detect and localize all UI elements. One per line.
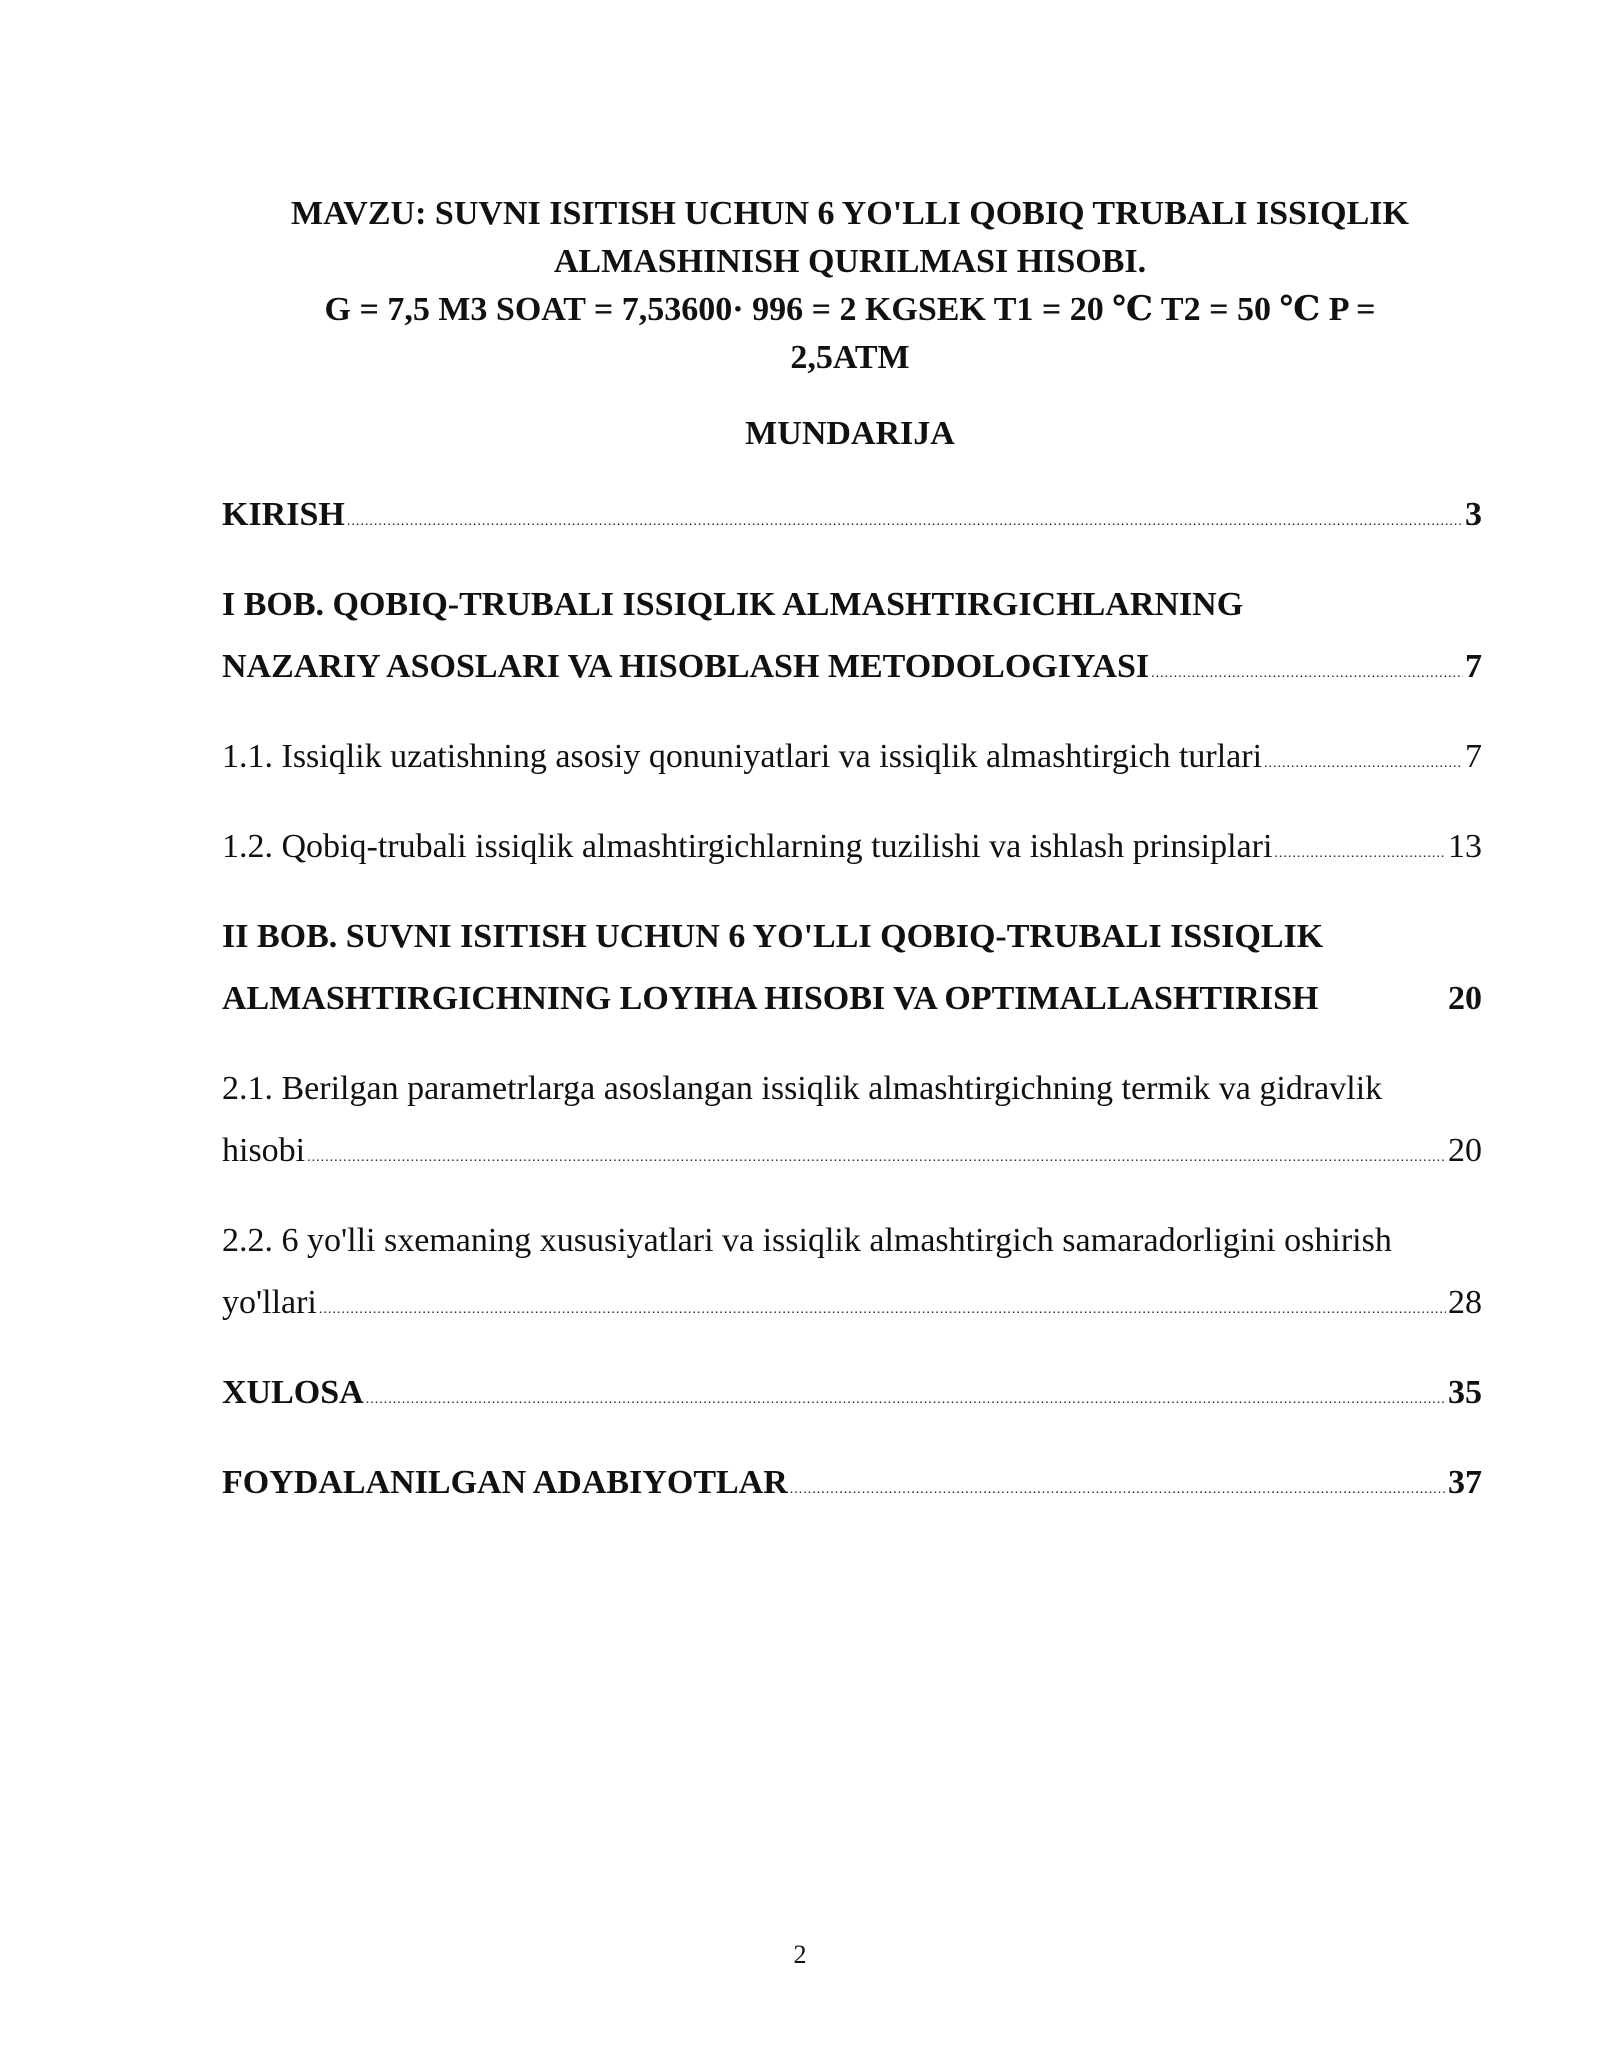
toc-page-number: 28 [1448,1284,1482,1321]
toc-entry-xulosa[interactable] [222,1362,1482,1424]
toc-leader-dots [790,1483,1446,1497]
toc-entry-text: NAZARIY ASOSLARI VA HISOBLASH METODOLOGIYASI [222,648,1150,685]
toc-page-number: 37 [1448,1464,1482,1501]
toc-entry-text: KIRISH [222,496,345,533]
toc-entry-chapter-1[interactable] [222,574,1482,698]
toc-leader-dots [319,1303,1446,1317]
toc-page-number: 7 [1465,738,1482,775]
toc-entry-text: I BOB. QOBIQ-TRUBALI ISSIQLIK ALMASHTIRGICHLARNING [222,586,1244,623]
toc-page-number: 13 [1448,828,1482,865]
toc-entry-section-2-1[interactable] [222,1058,1482,1182]
toc-entry-section-1-1[interactable] [222,726,1482,788]
toc-entry-section-1-2[interactable] [222,816,1482,878]
toc-page-number: 3 [1465,496,1482,533]
toc-page-number: 20 [1448,980,1482,1017]
document-title [200,190,1500,382]
toc-leader-dots [1274,847,1446,861]
page-number: 2 [793,1940,807,1969]
toc-entry-chapter-2[interactable] [222,906,1482,1030]
toc-page-number: 35 [1448,1374,1482,1411]
toc-heading: MUNDARIJA [745,415,955,452]
title-line: 2,5ATM [790,339,910,376]
table-of-contents [222,484,1482,1542]
toc-leader-dots [366,1393,1446,1407]
toc-entry-references[interactable] [222,1452,1482,1514]
toc-page-number: 7 [1465,648,1482,685]
toc-entry-kirish[interactable] [222,484,1482,546]
toc-entry-text: 2.1. Berilgan parametrlarga asoslangan issiqlik almashtirgichning termik va gidravlik [222,1070,1383,1107]
toc-entry-section-2-2[interactable] [222,1210,1482,1334]
toc-entry-text: 1.2. Qobiq-trubali issiqlik almashtirgichlarning tuzilishi va ishlash prinsiplari [222,828,1273,865]
toc-leader-dots [1151,667,1463,681]
toc-entry-text: XULOSA [222,1374,364,1411]
toc-entry-text: ALMASHTIRGICHNING LOYIHA HISOBI VA OPTIMALLASHTIRISH [222,980,1319,1017]
toc-entry-text: 1.1. Issiqlik uzatishning asosiy qonuniyatlari va issiqlik almashtirgich turlari [222,738,1263,775]
toc-entry-text: yo'llari [222,1284,317,1321]
toc-entry-text: FOYDALANILGAN ADABIYOTLAR [222,1464,788,1501]
toc-leader-dots [1264,757,1463,771]
toc-entry-text: 2.2. 6 yo'lli sxemaning xususiyatlari va issiqlik almashtirgich samaradorligini oshirish [222,1222,1392,1259]
toc-entry-text: hisobi [222,1132,306,1169]
title-line: MAVZU: SUVNI ISITISH UCHUN 6 YO'LLI QOBIQ TRUBALI ISSIQLIK [291,195,1409,232]
title-line: G = 7,5 M3 SOAT = 7,53600· 996 = 2 KGSEK T1 = 20 ℃ T2 = 50 ℃ P = [324,291,1376,328]
title-line: ALMASHINISH QURILMASI HISOBI. [553,243,1147,280]
toc-page-number: 20 [1448,1132,1482,1169]
toc-entry-text: II BOB. SUVNI ISITISH UCHUN 6 YO'LLI QOBIQ-TRUBALI ISSIQLIK [222,918,1324,955]
toc-leader-dots [307,1151,1446,1165]
toc-leader-dots [347,515,1463,529]
